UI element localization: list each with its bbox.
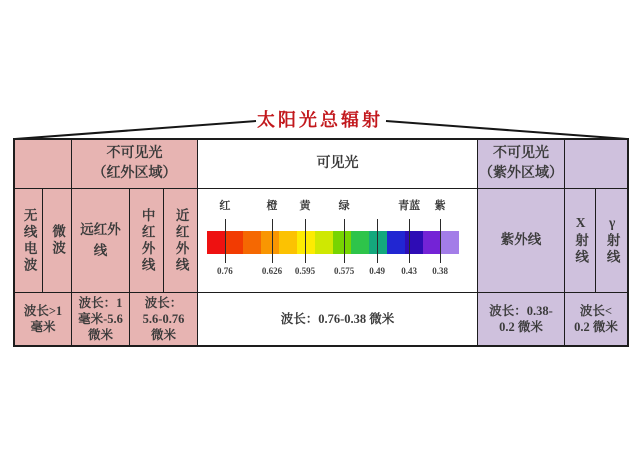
spectrum-color-block xyxy=(405,231,423,254)
spectrum-boundary-tick xyxy=(409,219,410,263)
spectrum-color-block xyxy=(423,231,441,254)
band-xray-label: X射线 xyxy=(573,215,589,266)
spectrum-band-label: 青蓝 xyxy=(398,200,421,212)
spectrum-boundary-value: 0.575 xyxy=(333,266,355,276)
spectrum-color-block xyxy=(243,231,261,254)
spectrum-band-label: 紫 xyxy=(434,200,446,212)
spectrum-color-block xyxy=(261,231,279,254)
spectrum-boundary-tick xyxy=(344,219,345,263)
spectrum-boundary-value: 0.595 xyxy=(294,266,316,276)
spectrum-table xyxy=(13,138,629,347)
spectrum-color-block xyxy=(351,231,369,254)
band-radio-waves xyxy=(15,189,43,293)
spectrum-color-block xyxy=(225,231,243,254)
band-far-infrared xyxy=(72,189,130,293)
spectrum-boundary-tick xyxy=(440,219,441,263)
spectrum-color-block xyxy=(333,231,351,254)
wavelength-far-infrared xyxy=(72,293,130,345)
spectrum-color-block xyxy=(315,231,333,254)
spectrum-boundary-value: 0.43 xyxy=(401,266,417,276)
header-cell-empty-left xyxy=(15,140,72,189)
header-infrared-line1: 不可见光 xyxy=(106,145,163,161)
wavelength-radio-microwave xyxy=(15,293,72,345)
wavelength-ultraviolet xyxy=(478,293,565,345)
band-microwave-label: 微波 xyxy=(50,224,66,257)
wavelength-mid-near-infrared-line2: 5.6-0.76 xyxy=(142,312,185,326)
spectrum-boundary-value: 0.626 xyxy=(261,266,283,276)
wavelength-radio-microwave-line1: 波长>1 xyxy=(23,304,63,318)
wavelength-xray-gamma xyxy=(565,293,627,345)
wavelength-mid-near-infrared-line1: 波长： xyxy=(144,296,183,310)
spectrum-boundary-value: 0.49 xyxy=(369,266,385,276)
spectrum-boundary-tick xyxy=(305,219,306,263)
band-far-infrared-line1: 远红外 xyxy=(80,222,121,238)
spectrum-band-label: 绿 xyxy=(338,200,350,212)
wavelength-ultraviolet-line1: 波长：0.38- xyxy=(489,304,553,318)
header-cell-empty-right xyxy=(565,140,627,189)
wavelength-far-infrared-line3: 微米 xyxy=(87,328,113,342)
spectrum-boundary-tick xyxy=(377,219,378,263)
band-near-infrared xyxy=(164,189,198,293)
spectrum-color-block xyxy=(387,231,405,254)
wavelength-visible-text: 波长：0.76-0.38 微米 xyxy=(280,312,395,326)
spectrum-color-bar xyxy=(207,231,459,254)
diagram-title: 太阳光总辐射 xyxy=(257,110,383,130)
header-ultraviolet-line1: 不可见光 xyxy=(493,145,549,161)
spectrum-band-label: 橙 xyxy=(266,200,278,212)
wavelength-xray-gamma-line2: 0.2 微米 xyxy=(574,320,618,334)
spectrum-color-block xyxy=(441,231,459,254)
band-gamma-ray-label: γ射线 xyxy=(604,215,620,266)
wavelength-far-infrared-line2: 毫米-5.6 xyxy=(78,312,123,326)
band-ultraviolet: 紫外线 xyxy=(478,189,565,293)
spectrum-boundary-tick xyxy=(225,219,226,263)
spectrum-color-block xyxy=(279,231,297,254)
wavelength-mid-near-infrared xyxy=(130,293,198,345)
header-infrared-region xyxy=(72,140,198,189)
wavelength-radio-microwave-line2: 毫米 xyxy=(30,320,56,334)
band-mid-infrared-label: 中红外线 xyxy=(139,207,155,274)
band-radio-waves-label: 无线电波 xyxy=(21,207,37,274)
spectrum-boundary-value: 0.38 xyxy=(432,266,448,276)
header-infrared-line2: （红外区域） xyxy=(92,166,177,181)
header-ultraviolet-region xyxy=(478,140,565,189)
spectrum-band-label: 黄 xyxy=(299,200,311,212)
visible-spectrum-cell xyxy=(198,189,478,293)
spectrum-band-label: 红 xyxy=(219,200,231,212)
wavelength-xray-gamma-line1: 波长< xyxy=(579,304,613,318)
band-far-infrared-line2: 线 xyxy=(93,242,108,258)
header-visible-light: 可见光 xyxy=(198,140,478,189)
spectrum-color-block xyxy=(207,231,225,254)
wavelength-visible xyxy=(198,293,478,345)
band-gamma-ray xyxy=(596,189,627,293)
spectrum-boundary-value: 0.76 xyxy=(217,266,233,276)
wavelength-mid-near-infrared-line3: 微米 xyxy=(150,328,176,342)
band-microwave xyxy=(43,189,72,293)
spectrum-boundary-tick xyxy=(272,219,273,263)
band-near-infrared-label: 近红外线 xyxy=(173,207,189,274)
band-mid-infrared xyxy=(130,189,164,293)
band-xray xyxy=(565,189,596,293)
wavelength-far-infrared-line1: 波长：1 xyxy=(78,296,123,310)
wavelength-ultraviolet-line2: 0.2 微米 xyxy=(499,320,543,334)
header-ultraviolet-line2: （紫外区域） xyxy=(479,166,563,181)
